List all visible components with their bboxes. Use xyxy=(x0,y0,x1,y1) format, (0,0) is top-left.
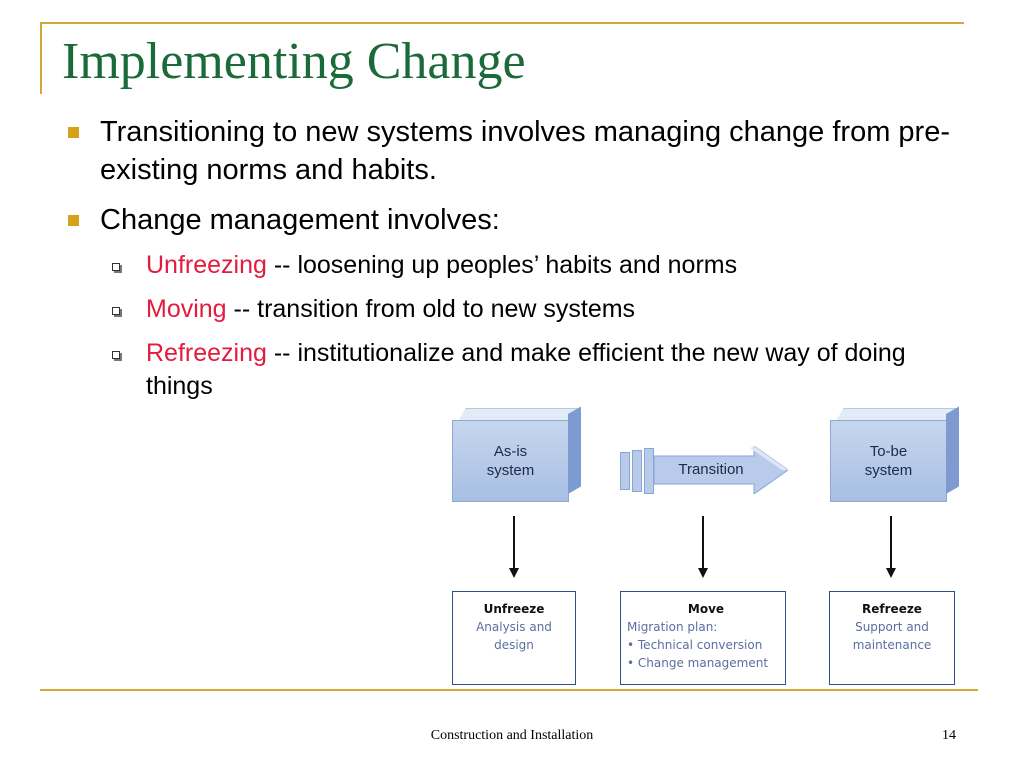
move-line: • Technical conversion xyxy=(627,638,763,652)
down-arrow-icon xyxy=(886,568,896,578)
bullet-item xyxy=(62,201,962,239)
bullet-item xyxy=(62,113,962,189)
sub-bullet-term: Moving xyxy=(146,295,227,323)
hollow-square-bullet-icon xyxy=(112,351,120,359)
unfreeze-heading: Unfreeze xyxy=(483,602,545,616)
move-line: • Change management xyxy=(627,656,769,670)
sub-bullet-term: Refreezing xyxy=(146,339,267,367)
down-arrow-icon xyxy=(698,568,708,578)
refreeze-box xyxy=(829,591,955,685)
move-heading: Move xyxy=(687,602,725,616)
sub-bullet-item xyxy=(108,337,946,403)
bottom-frame-line xyxy=(40,689,978,691)
hollow-square-bullet-icon xyxy=(112,263,120,271)
sub-bullet-text: -- loosening up peoples’ habits and norms xyxy=(266,251,738,279)
sub-bullet-item xyxy=(108,293,962,326)
transition-label: Transition xyxy=(678,461,744,478)
square-bullet-icon xyxy=(68,127,79,138)
refreeze-line: maintenance xyxy=(852,638,932,652)
to-be-system-box xyxy=(830,408,960,503)
bullet-text: Transitioning to new systems involves managing change from pre-existing norms and habits. xyxy=(100,116,950,186)
as-is-system-label: As-is system xyxy=(452,420,569,502)
sub-bullet-term: Unfreezing xyxy=(146,251,267,279)
unfreeze-line: design xyxy=(494,638,534,652)
change-process-diagram xyxy=(452,408,974,688)
page-number: 14 xyxy=(942,728,956,743)
down-arrow-line xyxy=(513,516,515,570)
transition-arrow xyxy=(620,424,800,514)
refreeze-line: Support and xyxy=(855,620,929,634)
bullet-list xyxy=(62,113,962,414)
square-bullet-icon xyxy=(68,215,79,226)
down-arrow-icon xyxy=(509,568,519,578)
sub-bullet-text: -- institutionalize and make efficient the new way of doing things xyxy=(146,339,906,400)
footer-title: Construction and Installation xyxy=(430,728,594,743)
as-is-system-box xyxy=(452,408,582,503)
slide-title: Implementing Change xyxy=(62,33,526,90)
down-arrow-line xyxy=(702,516,704,570)
top-frame-line xyxy=(40,22,964,24)
sub-bullet-text: -- transition from old to new systems xyxy=(226,295,636,323)
sub-bullet-list xyxy=(62,249,962,403)
move-box xyxy=(620,591,786,685)
move-line: Migration plan: xyxy=(627,620,718,634)
bullet-text: Change management involves: xyxy=(100,204,500,236)
sub-bullet-item xyxy=(108,249,962,282)
to-be-system-label: To-be system xyxy=(830,420,947,502)
hollow-square-bullet-icon xyxy=(112,307,120,315)
unfreeze-line: Analysis and xyxy=(476,620,552,634)
left-frame-line xyxy=(40,22,42,94)
unfreeze-box xyxy=(452,591,576,685)
refreeze-heading: Refreeze xyxy=(862,602,922,616)
down-arrow-line xyxy=(890,516,892,570)
